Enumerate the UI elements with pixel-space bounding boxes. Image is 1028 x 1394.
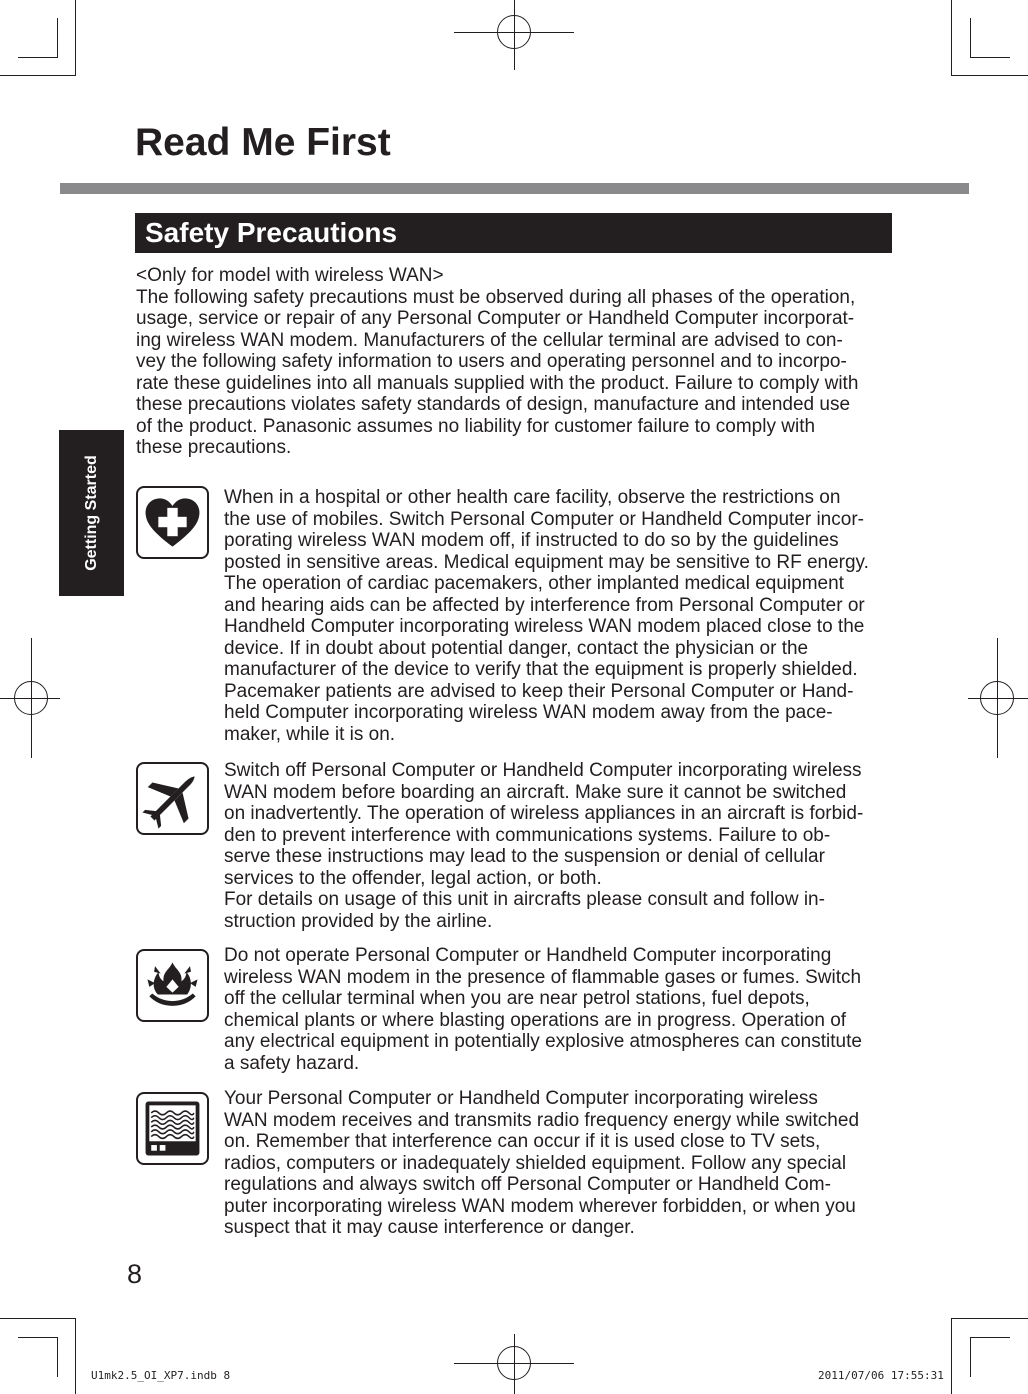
side-tab-label: Getting Started: [82, 455, 100, 571]
section-title: Safety Precautions: [145, 217, 398, 248]
print-slug-timestamp: 2011/07/06 17:55:31: [818, 1369, 944, 1382]
section-header: [135, 213, 892, 253]
medical-paragraph: When in a hospital or other health care facility, observe the restrictions on the use of mobiles. Switch Personal Computer or Handheld Computer incor- porating wireless WAN modem off, if instructed to do so by the guidelines posted in sensitive areas. Medical equipment may be sensitive to RF energy. The operation of cardiac pacemakers, other implanted medical equipment and hearing aids can be affected by interference from Personal Computer or Handheld Computer incorporating wireless WAN modem placed close to the device. If in doubt about potential danger, contact the physician or the manufacturer of the device to verify that the equipment is properly shielded. Pacemaker patients are advised to keep their Personal Computer or Hand- held Computer incorporating wireless WAN modem away from the pace- maker, while it is on.: [224, 487, 869, 745]
page-number: 8: [127, 1259, 143, 1289]
intro-paragraph: <Only for model with wireless WAN> The following safety precautions must be observed during all phases of the operation, usage, service or repair of any Personal Computer or Handheld Computer incorporat- ing wireless WAN modem. Manufacturers of the cellular terminal are advised to con- vey the following safety information to users and operating personnel and to incorpo- rate these guidelines into all manuals supplied with the product. Failure to comply with these precautions violates safety standards of design, manufacture and intended use of the product. Panasonic assumes no liability for customer failure to comply with these precautions.: [136, 265, 859, 458]
page-title: Read Me First: [135, 121, 391, 164]
explosion-fire-icon: [136, 949, 209, 1022]
print-slug-file: U1mk2.5_OI_XP7.indb 8: [91, 1369, 231, 1382]
aircraft-paragraph: Switch off Personal Computer or Handheld Computer incorporating wireless WAN modem before boarding an aircraft. Make sure it cannot be switched on inadvertently. The operation of wireless appliances in an aircraft is forbid- den to prevent interference with communications systems. Failure to ob- serve these instructions may lead to the suspension or denial of cellular services to the offender, legal action, or both. For details on usage of this unit in aircrafts please consult and follow in- struction provided by the airline.: [224, 760, 864, 932]
medical-heart-cross-icon: [136, 486, 209, 559]
title-divider: [60, 183, 969, 194]
explosive-paragraph: Do not operate Personal Computer or Handheld Computer incorporating wireless WAN modem in the presence of flammable gases or fumes. Switch off the cellular terminal when you are near petrol stations, fuel depots, chemical plants or where blasting operations are in progress. Operation of any electrical equipment in potentially explosive atmospheres can constitute a safety hazard.: [224, 945, 862, 1074]
interference-paragraph: Your Personal Computer or Handheld Computer incorporating wireless WAN modem receives and transmits radio frequency energy while switched on. Remember that interference can occur if it is used close to TV sets, radios, computers or inadequately shielded equipment. Follow any special regulations and always switch off Personal Computer or Handheld Com- puter incorporating wireless WAN modem wherever forbidden, or when you suspect that it may cause interference or danger.: [224, 1088, 860, 1238]
airplane-icon: [136, 762, 209, 835]
tv-interference-icon: [136, 1092, 209, 1165]
side-tab: [59, 430, 124, 596]
